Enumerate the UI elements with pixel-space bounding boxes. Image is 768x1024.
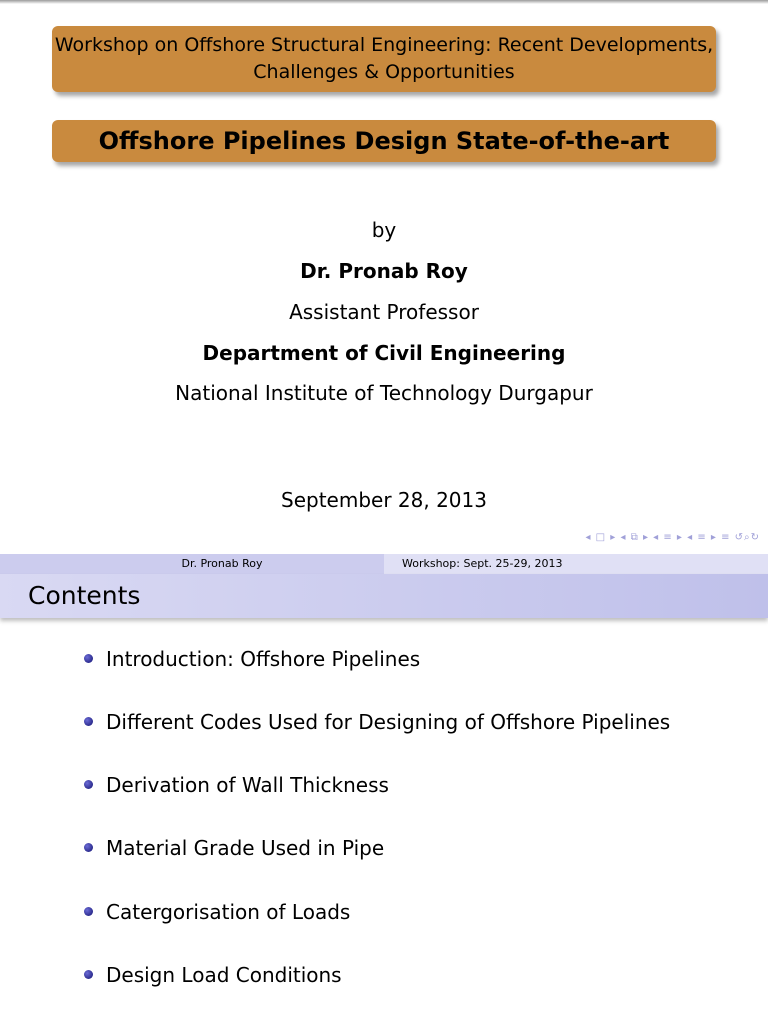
frame-title: Contents [28, 581, 141, 610]
by-text: by [371, 218, 397, 242]
navigation-icons[interactable]: ◂ □ ▸ ◂ ⧉ ▸ ◂ ≡ ▸ ◂ ≡ ▸ ≡ ↺⌕↻ [585, 532, 760, 543]
bullet-icon [84, 907, 93, 916]
contents-item [84, 833, 384, 863]
bullet-icon [84, 654, 93, 663]
contents-item-label: Design Load Conditions [106, 963, 342, 987]
contents-item-label: Different Codes Used for Designing of Offshore Pipelines [106, 710, 671, 734]
author-name: Dr. Pronab Roy [300, 259, 468, 283]
workshop-title-block [52, 26, 716, 92]
author-position: Assistant Professor [289, 300, 479, 324]
contents-item-label: Derivation of Wall Thickness [106, 773, 389, 797]
contents-item [84, 707, 670, 737]
contents-item-label: Material Grade Used in Pipe [106, 836, 385, 860]
footer-author: Dr. Pronab Roy [0, 554, 384, 574]
contents-item-label: Introduction: Offshore Pipelines [106, 647, 421, 671]
bullet-icon [84, 717, 93, 726]
department-name: Department of Civil Engineering [202, 341, 566, 365]
bullet-icon [84, 970, 93, 979]
institute-name: National Institute of Technology Durgapur [175, 381, 593, 405]
contents-item [84, 770, 389, 800]
presentation-date: September 28, 2013 [281, 488, 487, 512]
contents-item [84, 644, 420, 674]
talk-title: Offshore Pipelines Design State-of-the-art [98, 127, 670, 155]
contents-item [84, 897, 350, 927]
contents-item-label: Catergorisation of Loads [106, 900, 351, 924]
workshop-title: Workshop on Offshore Structural Engineering: Recent Developments, Challenges & Opportunities [54, 34, 714, 83]
slide-footer [0, 554, 768, 574]
contents-item [84, 960, 342, 990]
title-slide [0, 4, 768, 554]
talk-title-block [52, 120, 716, 162]
frame-title-bar [0, 574, 768, 618]
bullet-icon [84, 780, 93, 789]
bullet-icon [84, 843, 93, 852]
footer-event: Workshop: Sept. 25-29, 2013 [384, 554, 768, 574]
